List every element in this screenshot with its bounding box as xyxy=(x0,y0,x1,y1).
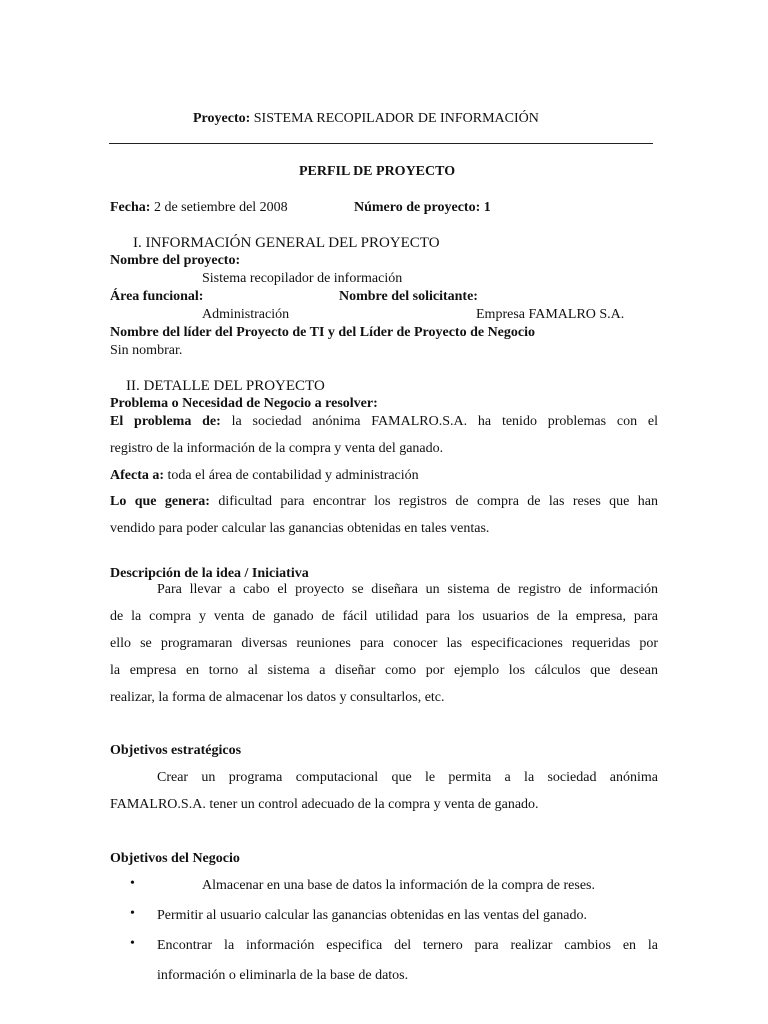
negocio-item-2: Permitir al usuario calcular las ganancias obtenidas en las ventas del ganado. xyxy=(157,908,587,923)
project-header-label: Proyecto: xyxy=(193,111,251,126)
negocio-item-3: Encontrar la información especifica del ternero para realizar cambios en la xyxy=(157,938,658,953)
nombre-proyecto-value: Sistema recopilador de información xyxy=(202,271,403,286)
section2-heading: II. DETALLE DEL PROYECTO xyxy=(126,378,325,394)
afecta-value: toda el área de contabilidad y administración xyxy=(167,468,419,483)
header-divider xyxy=(109,143,653,144)
negocio-item-3-cont: información o eliminarla de la base de datos. xyxy=(157,968,409,983)
nombre-proyecto-label: Nombre del proyecto: xyxy=(110,253,241,268)
problema-line-2: registro de la información de la compra y venta del ganado. xyxy=(110,441,444,456)
idea-line-1: Para llevar a cabo el proyecto se diseñara un sistema de registro de información xyxy=(157,582,658,597)
solicitante-label: Nombre del solicitante: xyxy=(339,289,478,304)
area-funcional-value: Administración xyxy=(202,307,290,322)
lider-value: Sin nombrar. xyxy=(110,343,183,358)
solicitante-value: Empresa FAMALRO S.A. xyxy=(476,307,625,322)
bullet-1: • xyxy=(130,876,135,891)
genera-text-1: dificultad para encontrar los registros de compra de las reses que han xyxy=(218,494,658,509)
afecta-label: Afecta a: xyxy=(110,468,165,483)
problema-heading: Problema o Necesidad de Negocio a resolver: xyxy=(110,396,378,411)
genera-line-1 xyxy=(110,493,658,511)
genera-label: Lo que genera: xyxy=(110,494,210,509)
idea-line-2: de la compra y venta de ganado de fácil utilidad para los usuarios de la empresa, para xyxy=(110,609,658,624)
idea-line-3: ello se programaran diversas reuniones para conocer las especificaciones requeridas por xyxy=(110,636,658,651)
idea-line-5: realizar, la forma de almacenar los datos y consultarlos, etc. xyxy=(110,690,445,705)
bullet-2: • xyxy=(130,906,135,921)
project-header-value: SISTEMA RECOPILADOR DE INFORMACIÓN xyxy=(253,111,539,126)
fecha-value: 2 de setiembre del 2008 xyxy=(153,200,288,215)
lider-label: Nombre del líder del Proyecto de TI y del Líder de Proyecto de Negocio xyxy=(110,325,535,340)
estrategicos-line-2: FAMALRO.S.A. tener un control adecuado de la compra y venta de ganado. xyxy=(110,797,539,812)
section1-heading: I. INFORMACIÓN GENERAL DEL PROYECTO xyxy=(133,235,440,251)
area-funcional-label: Área funcional: xyxy=(110,289,204,304)
problema-text-1: la sociedad anónima FAMALRO.S.A. ha tenido problemas con el xyxy=(231,414,658,429)
project-header xyxy=(193,110,539,128)
estrategicos-heading: Objetivos estratégicos xyxy=(110,743,242,758)
fecha-label: Fecha: xyxy=(110,200,151,215)
problema-label: El problema de: xyxy=(110,414,221,429)
document-title: PERFIL DE PROYECTO xyxy=(299,164,456,179)
negocio-heading: Objetivos del Negocio xyxy=(110,851,240,866)
fecha-line xyxy=(110,199,288,217)
idea-line-4: la empresa en torno al sistema a diseñar como por ejemplo los cálculos que desean xyxy=(110,663,658,678)
negocio-item-1: Almacenar en una base de datos la información de la compra de reses. xyxy=(202,878,595,893)
problema-line-1 xyxy=(110,413,658,431)
genera-line-2: vendido para poder calcular las ganancias obtenidas en tales ventas. xyxy=(110,521,490,536)
estrategicos-line-1: Crear un programa computacional que le permita a la sociedad anónima xyxy=(157,770,658,785)
afecta-line xyxy=(110,467,419,485)
bullet-3: • xyxy=(130,936,135,951)
numero-proyecto: Número de proyecto: 1 xyxy=(354,200,491,215)
idea-heading: Descripción de la idea / Iniciativa xyxy=(110,566,309,581)
